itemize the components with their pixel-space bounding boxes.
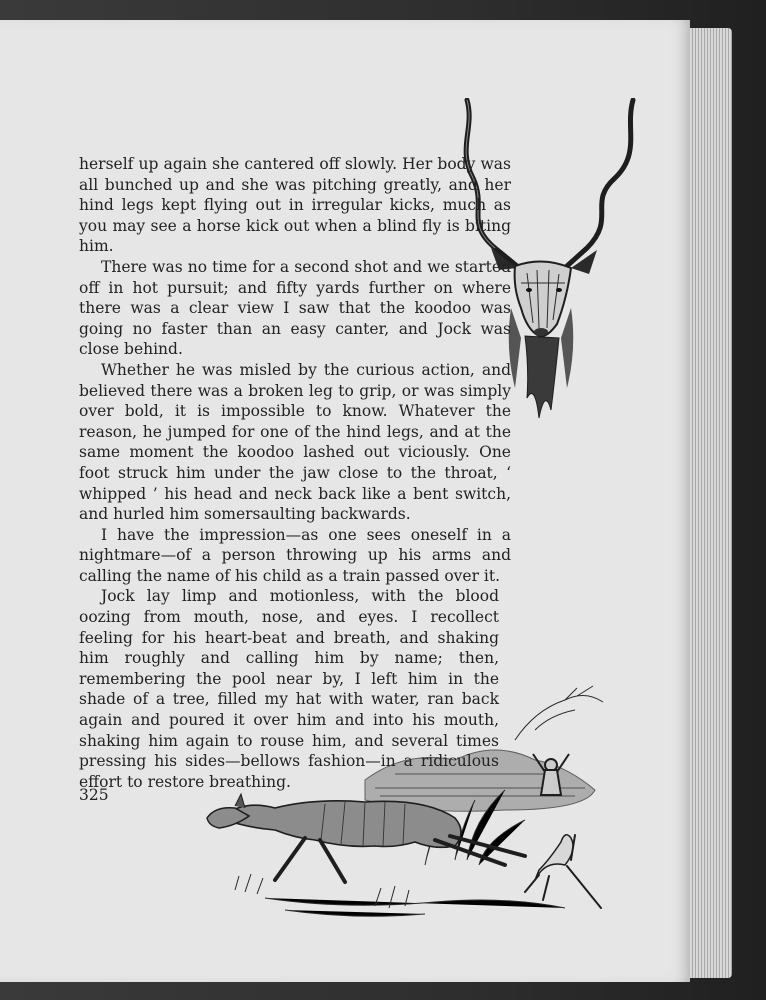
page-number: 325 — [79, 786, 109, 804]
book-page — [0, 20, 690, 982]
body-text — [79, 154, 511, 792]
paragraph: There was no time for a second shot and we started off in hot pursuit; and fifty yards further on where there was a clear view I saw that the koodoo was going no faster than an easy canter, and Jock was close behind. — [79, 257, 511, 359]
paragraph: Jock lay limp and motionless, with the blood oozing from mouth, nose, and eyes. I recollect feeling for his heart-beat and breath, and shaking him roughly and calling him by name; then, remembering the pool near by, I left him in the shade of a tree, filled my hat with water, ran back again and poured it over him and into his mouth, shaking him again to rouse him, and several times pressing his sides—bellows fashion—in a ridiculous effort to restore breathing. — [79, 587, 499, 791]
paragraph: I have the impression—as one sees oneself in a nightmare—of a person throwing up his arms and calling the name of his child as a train passed over it. — [79, 525, 511, 585]
paragraph: herself up again she cantered off slowly. Her body was all bunched up and she was pitching greatly, and her hind legs kept flying out in irregular kicks, much as you may see a horse kick out when a blind fly is biting him. — [79, 155, 511, 256]
paragraph: Whether he was misled by the curious action, and believed there was a broken leg to grip, or was simply over bold, it is impossible to know. Whatever the reason, he jumped for one of the hind legs, and at the same moment the koodoo lashed out viciously. One foot struck him under the jaw close to the throat, ‘ whipped ’ his head and neck back like a bent switch, and hurled him somersaulting backwards. — [79, 360, 511, 524]
